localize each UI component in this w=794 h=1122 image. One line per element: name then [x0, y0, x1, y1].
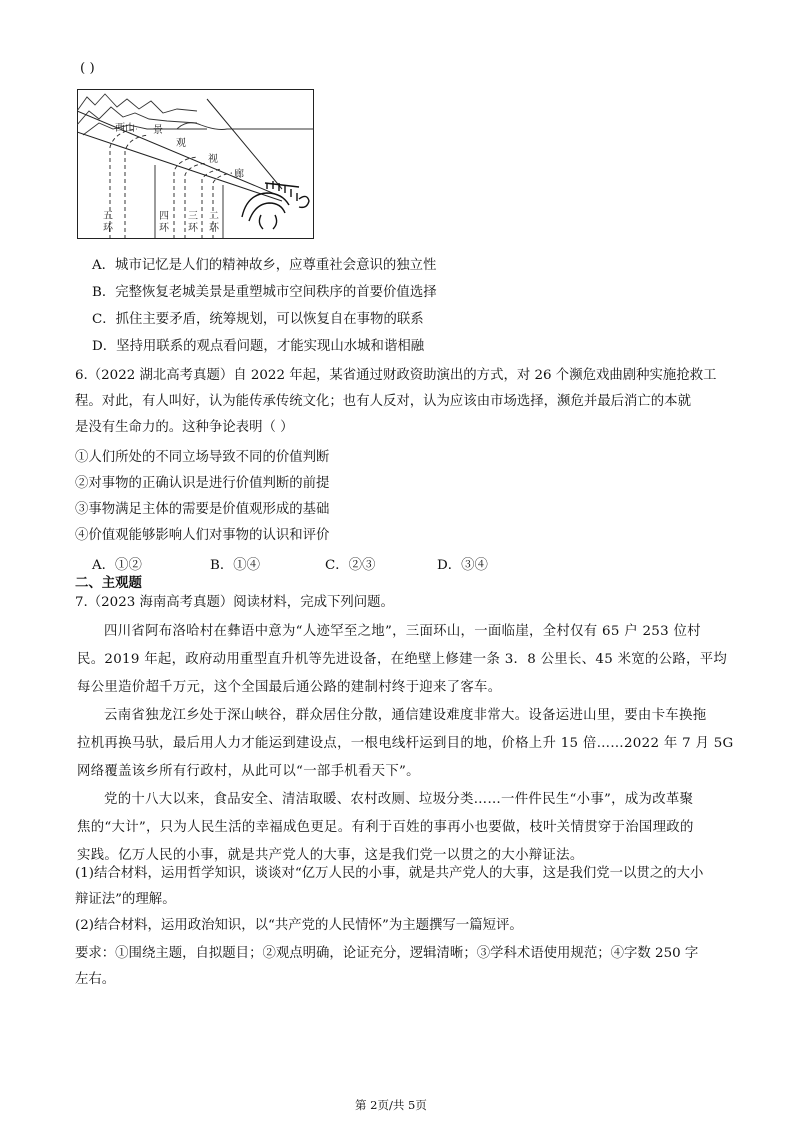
- label-shi: 视: [208, 154, 218, 165]
- label-xishan: 西山: [115, 123, 135, 134]
- q6-item-1: ①人们所处的不同立场导致不同的价值判断: [75, 450, 330, 465]
- q6-stem-line3: 是没有生命力的。这种争论表明（ ）: [75, 420, 294, 435]
- q6-choice-d: D．③④: [437, 558, 488, 573]
- q6-choice-c: C．②③: [325, 558, 376, 573]
- q6-item-3: ③事物满足主体的需要是价值观形成的基础: [75, 502, 330, 517]
- q7-material-line8: 焦的“大计”，只为人民生活的幸福成色更足。有利于百姓的事再小也要做，枝叶关情贯穿于治国理政的: [77, 820, 694, 835]
- section-title-subjective: 二、主观题: [75, 575, 142, 591]
- q6-item-2: ②对事物的正确认识是进行价值判断的前提: [75, 476, 330, 491]
- page-number: 第 2页/共 5页: [355, 1098, 427, 1112]
- q5-option-b: B．完整恢复老城美景是重塑城市空间秩序的首要价值选择: [92, 285, 437, 300]
- q6-choice-b: B．①④: [210, 558, 261, 573]
- q5-option-a: A．城市记忆是人们的精神故乡，应尊重社会意识的独立性: [92, 258, 437, 273]
- label-ring4-a: 四: [159, 211, 169, 222]
- label-ring5-a: 五: [103, 211, 113, 222]
- q5-answer-bracket: ( ): [80, 61, 95, 76]
- label-ring5-b: 环: [103, 223, 113, 234]
- q6-stem-line2: 程。对此，有人叫好，认为能传承传统文化；也有人反对，认为应该由市场选择，濒危并最后消亡的本就: [75, 394, 691, 409]
- q6-choices: [92, 554, 512, 572]
- q6-item-4: ④价值观能够影响人们对事物的认识和评价: [75, 528, 330, 543]
- q7-material-line5: 拉机再换马驮，最后用人力才能运到建设点，一根电线杆运到目的地，价格上升 15 倍……2022 年 7 月 5G: [77, 736, 734, 751]
- label-ring4-b: 环: [159, 223, 169, 234]
- q6-stem-line1: 6.（2022 湖北高考真题）自 2022 年起，某省通过财政资助演出的方式，对 26 个濒危戏曲剧种实施抢救工: [75, 368, 717, 383]
- q7-stem: 7.（2023 海南高考真题）阅读材料，完成下列问题。: [75, 595, 394, 610]
- label-lang: 廊: [234, 169, 244, 180]
- label-jing: 景: [153, 125, 163, 136]
- label-ring3-a: 三: [188, 211, 198, 222]
- q7-material-line2: 民。2019 年起，政府动用重型直升机等先进设备，在绝壁上修建一条 3．8 公里长、45 米宽的公路，平均: [77, 652, 728, 667]
- q5-option-c: C．抓住主要矛盾，统筹规划，可以恢复自在事物的联系: [92, 312, 424, 327]
- label-guan: 观: [176, 138, 186, 149]
- q7-sub1-line2: 辩证法”的理解。: [75, 892, 176, 907]
- q5-option-d: D．坚持用联系的观点看问题，才能实现山水城和谐相融: [92, 339, 425, 354]
- q7-requirements-line1: 要求：①围绕主题，自拟题目；②观点明确，论证充分，逻辑清晰；③学科术语使用规范；④字数 250 字: [75, 946, 699, 961]
- label-ring2-b: 环: [209, 223, 219, 234]
- q7-material-line9: 实践。亿万人民的小事，就是共产党人的大事，这是我们党一以贯之的大小辩证法。: [77, 848, 584, 863]
- q7-material-line4: 云南省独龙江乡处于深山峡谷，群众居住分散，通信建设难度非常大。设备运进山里，要由卡车换拖: [104, 708, 707, 723]
- q6-choice-a: A．①②: [92, 558, 142, 573]
- landscape-corridor-figure: [77, 89, 314, 239]
- q7-requirements-line2: 左右。: [75, 972, 116, 987]
- label-ring2-a: 二: [209, 211, 219, 222]
- q7-sub2: (2)结合材料，运用政治知识，以“共产党的人民情怀”为主题撰写一篇短评。: [75, 918, 523, 933]
- label-ring3-b: 环: [188, 223, 198, 234]
- q7-material-line7: 党的十八大以来，食品安全、清洁取暖、农村改厕、垃圾分类……一件件民生“小事”，成为改革聚: [104, 792, 694, 807]
- q7-sub1-line1: (1)结合材料，运用哲学知识，谈谈对“亿万人民的小事，就是共产党人的大事，这是我们党一以贯之的大小: [75, 866, 704, 881]
- q7-material-line6: 网络覆盖该乡所有行政村，从此可以“一部手机看天下”。: [77, 764, 420, 779]
- q7-material-line3: 每公里造价超千万元，这个全国最后通公路的建制村终于迎来了客车。: [77, 680, 502, 695]
- figure-svg: [77, 89, 314, 239]
- q7-material-line1: 四川省阿布洛哈村在彝语中意为“人迹罕至之地”，三面环山，一面临崖，全村仅有 65 户 253 位村: [104, 624, 701, 639]
